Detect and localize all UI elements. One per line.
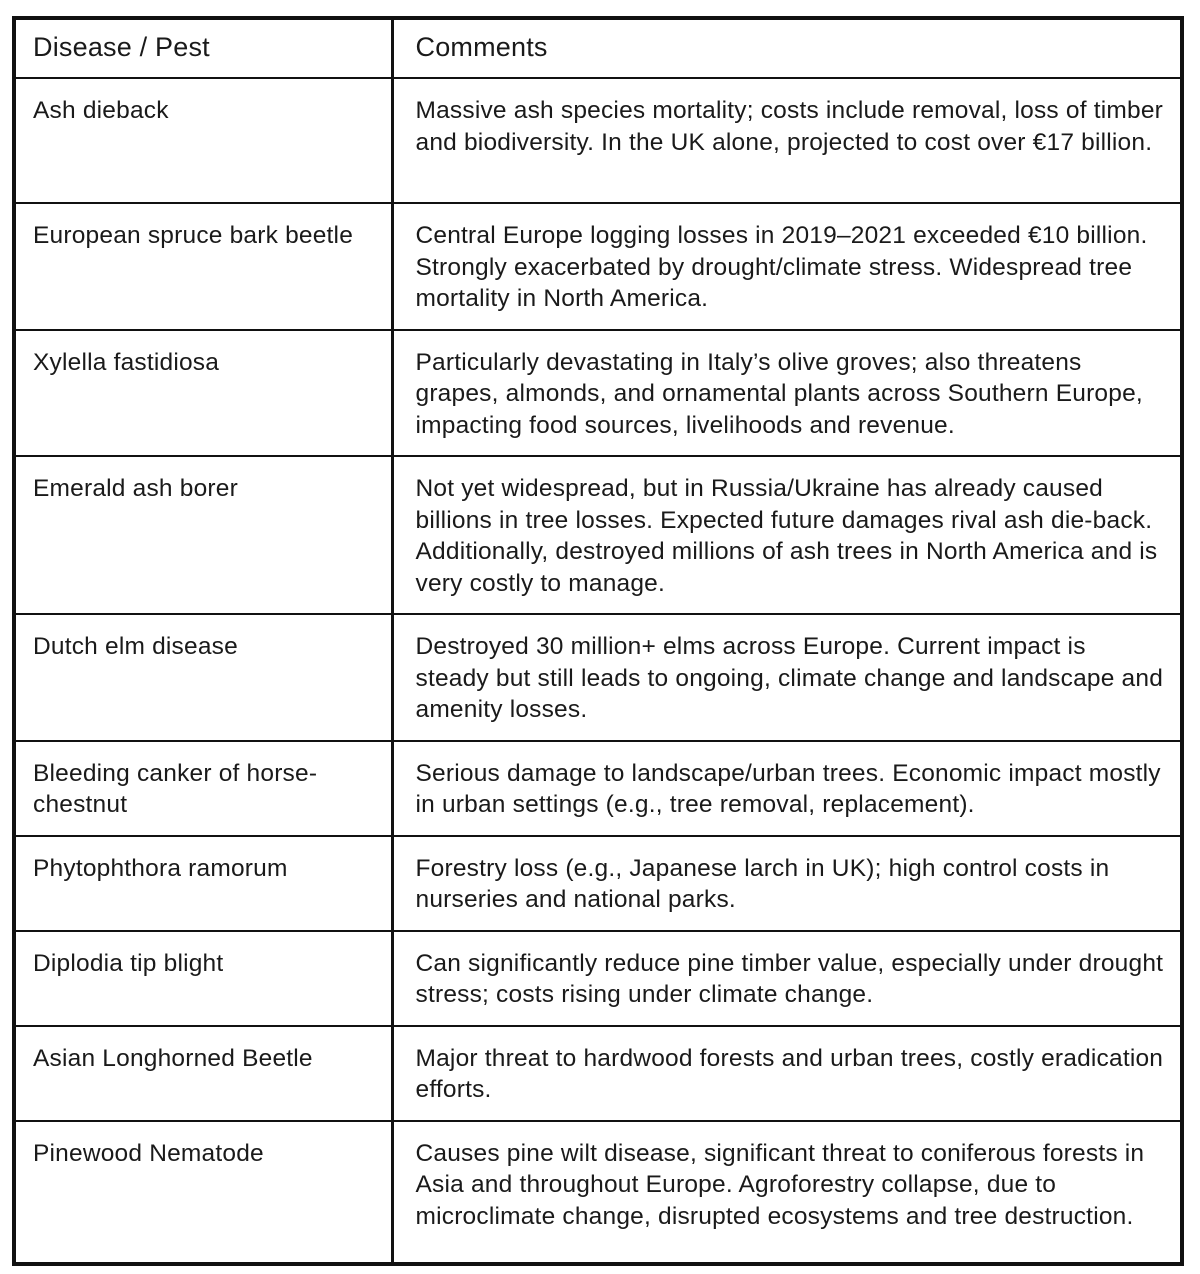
comment-cell: Massive ash species mortality; costs include removal, loss of timber and biodiversity. In the UK alone, projected to cost over €17 billion. (392, 78, 1180, 203)
comment-cell: Central Europe logging losses in 2019–2021 exceeded €10 billion. Strongly exacerbated by drought/climate stress. Widespread tree mortality in North America. (392, 203, 1180, 330)
disease-cell: Phytophthora ramorum (16, 836, 392, 931)
header-disease-pest: Disease / Pest (16, 20, 392, 78)
disease-cell: Bleeding canker of horse-chestnut (16, 741, 392, 836)
disease-cell: Asian Longhorned Beetle (16, 1026, 392, 1121)
header-comments: Comments (392, 20, 1180, 78)
comment-cell: Particularly devastating in Italy’s olive groves; also threatens grapes, almonds, and ornamental plants across Southern Europe, impacting food sources, livelihoods and revenue. (392, 330, 1180, 457)
table-row (16, 456, 1180, 614)
table-row (16, 741, 1180, 836)
table-row (16, 836, 1180, 931)
disease-cell: Diplodia tip blight (16, 931, 392, 1026)
disease-cell: Dutch elm disease (16, 614, 392, 741)
table-row (16, 330, 1180, 457)
disease-cell: Pinewood Nematode (16, 1121, 392, 1263)
table-row (16, 78, 1180, 203)
comment-cell: Destroyed 30 million+ elms across Europe. Current impact is steady but still leads to ongoing, climate change and landscape and amenity losses. (392, 614, 1180, 741)
comment-cell: Causes pine wilt disease, significant threat to coniferous forests in Asia and throughout Europe. Agroforestry collapse, due to microclimate change, disrupted ecosystems and tree destruction. (392, 1121, 1180, 1263)
disease-cell: Xylella fastidiosa (16, 330, 392, 457)
table-row (16, 931, 1180, 1026)
comment-cell: Forestry loss (e.g., Japanese larch in UK); high control costs in nurseries and national parks. (392, 836, 1180, 931)
comment-cell: Major threat to hardwood forests and urban trees, costly eradication efforts. (392, 1026, 1180, 1121)
table-row (16, 1121, 1180, 1263)
comment-cell: Can significantly reduce pine timber value, especially under drought stress; costs rising under climate change. (392, 931, 1180, 1026)
disease-cell: European spruce bark beetle (16, 203, 392, 330)
table-row (16, 614, 1180, 741)
disease-cell: Emerald ash borer (16, 456, 392, 614)
disease-cell: Ash dieback (16, 78, 392, 203)
comment-cell: Serious damage to landscape/urban trees. Economic impact mostly in urban settings (e.g., tree removal, replacement). (392, 741, 1180, 836)
table (16, 20, 1180, 1262)
table-row (16, 203, 1180, 330)
table-row (16, 1026, 1180, 1121)
table-header-row (16, 20, 1180, 78)
disease-pest-table (12, 16, 1184, 1266)
comment-cell: Not yet widespread, but in Russia/Ukraine has already caused billions in tree losses. Expected future damages rival ash die-back. Additionally, destroyed millions of ash trees in North America and is very costly to manage. (392, 456, 1180, 614)
